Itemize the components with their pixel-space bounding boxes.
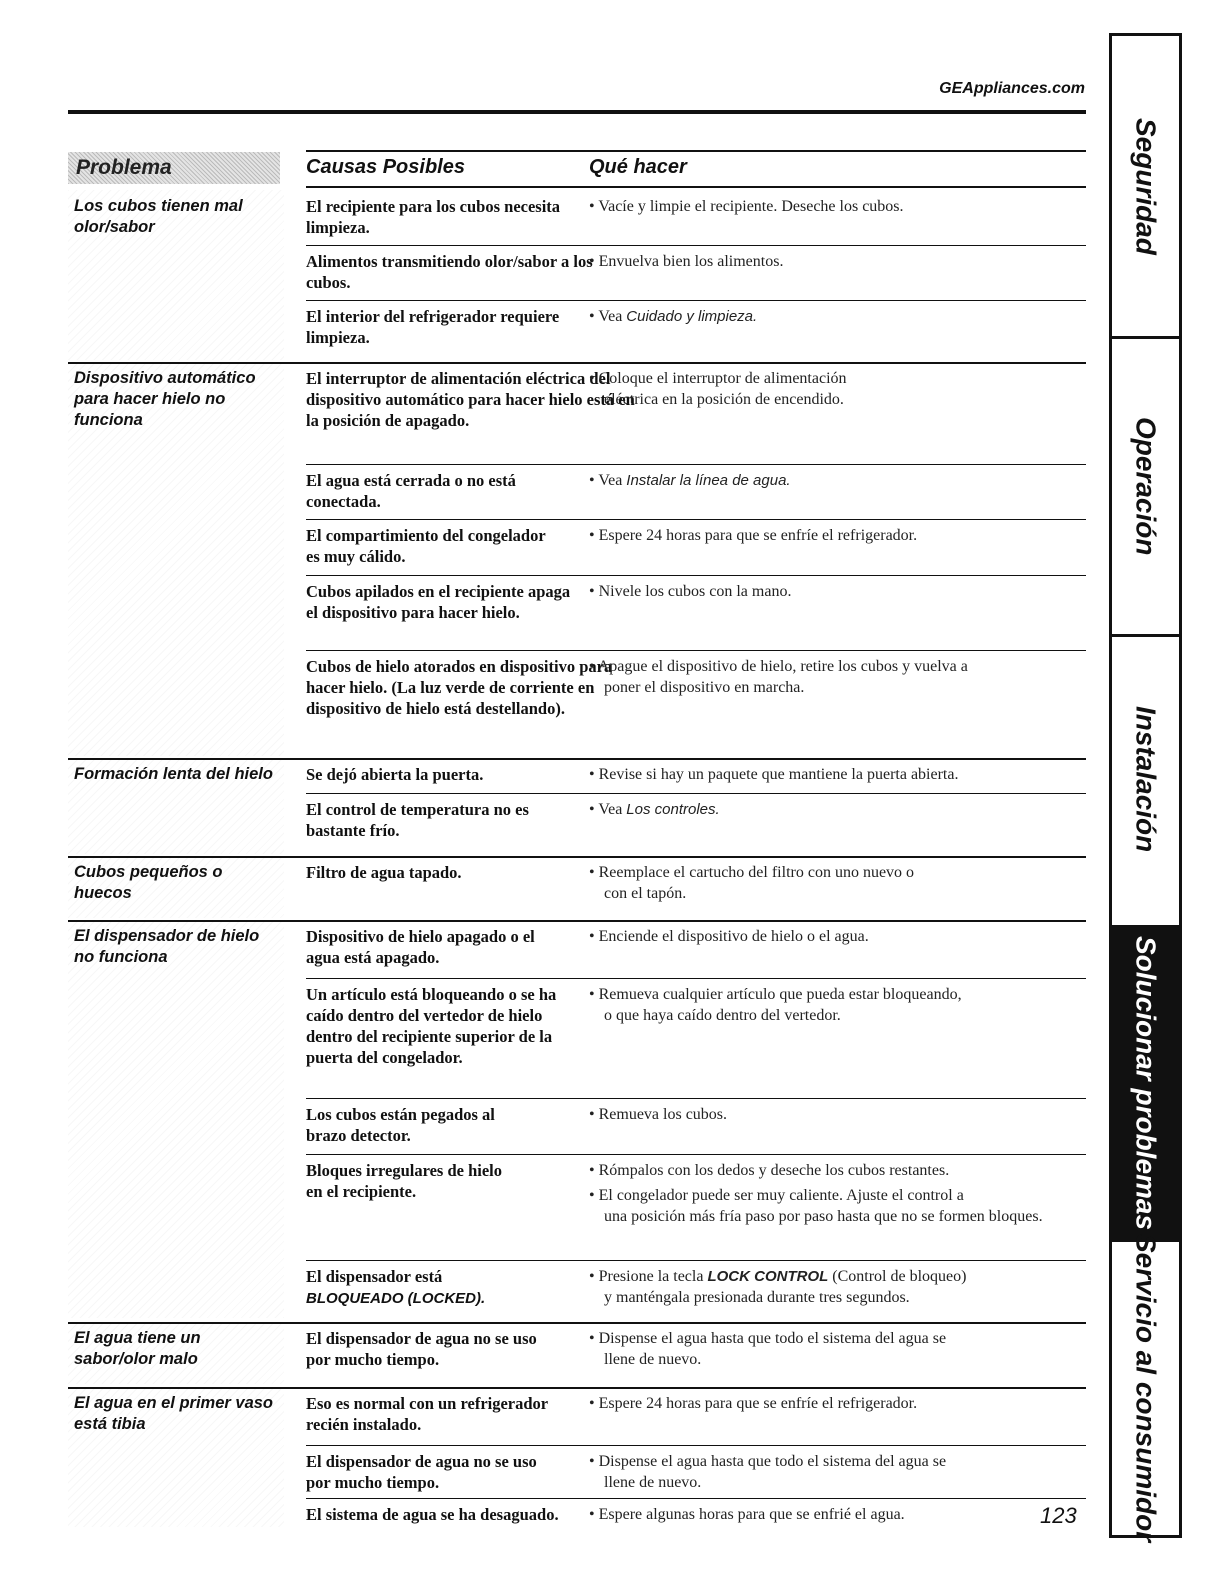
cause-text: El dispensador de agua no se uso por mucho tiempo. [306,1329,537,1369]
fix-text: • Rómpalos con los dedos y deseche los cubos restantes. • El congelador puede ser muy caliente. Ajuste el control a una posición más fría paso por paso hasta que no se formen bloques. [589,1162,1043,1225]
cause-text: Dispositivo de hielo apagado o el agua está apagado. [306,927,535,967]
tab-instalacion[interactable]: Instalación [1130,706,1162,853]
tab-seguridad[interactable]: Seguridad [1130,117,1162,255]
fix-text: • Vacíe y limpie el recipiente. Deseche los cubos. [589,198,904,215]
problem-label: El agua tiene un sabor/olor malo [74,1329,201,1368]
fix-text: • Envuelva bien los alimentos. [589,253,784,270]
problem-header: Problema [76,156,172,179]
section-bad-odor [68,190,1086,360]
tab-solucionar-problemas[interactable]: Solucionar problemas [1112,925,1179,1242]
top-rule [68,110,1086,114]
fix-text: • Vea Instalar la línea de agua. [589,472,791,489]
fix-text: • Vea Los controles. [589,801,720,818]
fix-text: • Coloque el interruptor de alimentación eléctrica en la posición de encendido. [589,370,847,408]
section-sidebar [1109,33,1182,1543]
cause-text: El dispensador está BLOQUEADO (LOCKED). [306,1267,486,1307]
cause-text: Eso es normal con un refrigerador recién instalado. [306,1394,548,1434]
cause-text: El dispensador de agua no se uso por mucho tiempo. [306,1452,537,1492]
site-url: GEAppliances.com [939,80,1085,97]
fix-text: • Presione la tecla LOCK CONTROL (Control de bloqueo) y manténgala presionada durante tres segundos. [589,1268,967,1306]
tab-servicio-al-consumidor[interactable]: Servicio al consumidor [1130,1234,1162,1543]
cause-text: El compartimiento del congelador es muy cálido. [306,526,546,566]
fix-text: • Remueva los cubos. [589,1106,728,1123]
cause-text: Cubos apilados en el recipiente apaga el dispositivo para hacer hielo. [306,582,571,622]
problem-label: El agua en el primer vaso está tibia [74,1394,273,1433]
cause-text: El control de temperatura no es bastante frío. [306,800,529,840]
fix-text: • Espere 24 horas para que se enfríe el refrigerador. [589,1395,918,1412]
problem-label: Cubos pequeños o huecos [74,863,223,902]
cause-text: Los cubos están pegados al brazo detector. [306,1105,495,1145]
fix-text: • Dispense el agua hasta que todo el sistema del agua se llene de nuevo. [589,1453,947,1491]
causes-header: Causas Posibles [306,156,465,178]
fix-text: • Enciende el dispositivo de hielo o el agua. [589,928,869,945]
section-ice-dispenser [68,920,1086,1318]
section-icemaker-not-working [68,362,1086,756]
problem-header-box [68,152,280,184]
cause-text: Bloques irregulares de hielo en el recipiente. [306,1161,503,1201]
fix-text: • Reemplace el cartucho del filtro con uno nuevo o con el tapón. [589,864,915,902]
fix-text: • Espere 24 horas para que se enfríe el refrigerador. [589,527,918,544]
fix-text: • Revise si hay un paquete que mantiene la puerta abierta. [589,766,959,783]
cause-text: Cubos de hielo atorados en dispositivo para hacer hielo. (La luz verde de corriente en dispositivo de hielo está destellando). [306,657,613,718]
problem-label: Formación lenta del hielo [74,765,273,783]
section-small-cubes [68,856,1086,918]
table-header [68,150,1086,186]
cause-text: El interruptor de alimentación eléctrica del dispositivo automático para hacer hielo está en la posición de apagado. [306,369,635,430]
section-bad-taste [68,1322,1086,1384]
problem-label: Los cubos tienen mal olor/sabor [74,197,243,236]
fix-text: • Vea Cuidado y limpieza. [589,308,758,325]
cause-text: El agua está cerrada o no está conectada. [306,471,516,511]
cause-text: Alimentos transmitiendo olor/sabor a los cubos. [306,252,593,292]
cause-text: Filtro de agua tapado. [306,863,462,882]
page-number: 123 [1040,1503,1077,1528]
fix-text: • Apague el dispositivo de hielo, retire los cubos y vuelva a poner el dispositivo en marcha. [589,658,968,696]
cause-text: El sistema de agua se ha desaguado. [306,1505,559,1524]
section-slow-ice [68,758,1086,854]
fix-text: • Espere algunas horas para que se enfrié el agua. [589,1506,905,1523]
fix-text: • Dispense el agua hasta que todo el sistema del agua se llene de nuevo. [589,1330,947,1368]
section-warm-water [68,1387,1086,1527]
cause-text: El recipiente para los cubos necesita limpieza. [306,197,561,237]
cause-text: Un artículo está bloqueando o se ha caído dentro del vertedor de hielo dentro del recipiente superior de la puerta del congelador. [306,985,557,1067]
todo-header: Qué hacer [589,156,687,178]
problem-label: Dispositivo automático para hacer hielo no funciona [74,369,256,429]
fix-text: • Remueva cualquier artículo que pueda estar bloqueando, o que haya caído dentro del vertedor. [589,986,962,1024]
cause-text: Se dejó abierta la puerta. [306,765,484,784]
tab-operacion[interactable]: Operación [1130,417,1162,556]
fix-text: • Nivele los cubos con la mano. [589,583,792,600]
cause-text: El interior del refrigerador requiere limpieza. [306,307,560,347]
problem-label: El dispensador de hielo no funciona [74,927,260,966]
